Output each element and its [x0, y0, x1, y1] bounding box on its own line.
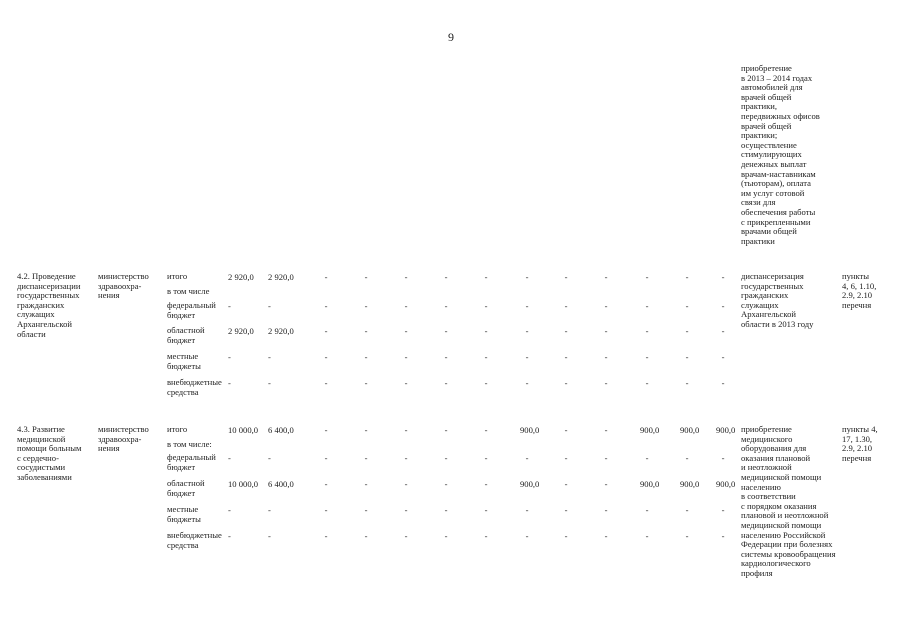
measure-executor: министерство здравоохра- нения — [98, 271, 149, 301]
funding-value: 900,0 — [716, 479, 736, 489]
funding-value: - — [721, 378, 725, 388]
funding-value: - — [685, 272, 689, 282]
funding-value: - — [228, 378, 231, 388]
funding-value: - — [364, 505, 368, 515]
funding-value: - — [721, 326, 725, 336]
funding-value: 900,0 — [640, 479, 660, 489]
funding-value: 10 000,0 — [228, 425, 259, 435]
funding-value: - — [604, 352, 608, 362]
funding-source-label: федеральный бюджет — [167, 300, 216, 320]
funding-value: - — [604, 378, 608, 388]
funding-value: - — [364, 352, 368, 362]
funding-value: - — [484, 531, 488, 541]
funding-value: - — [444, 425, 448, 435]
funding-value: - — [645, 453, 649, 463]
measure-title: 4.2. Проведение диспансеризации государственных гражданских служащих Архангельской области — [17, 271, 81, 339]
funding-source-label: внебюджетные средства — [167, 530, 222, 550]
funding-value: - — [525, 505, 529, 515]
funding-value: - — [228, 531, 231, 541]
funding-value: - — [685, 378, 689, 388]
measure-title: 4.3. Развитие медицинской помощи больным с сердечно- сосудистыми заболеваниями — [17, 424, 82, 482]
funding-value: - — [685, 505, 689, 515]
funding-value: - — [404, 479, 408, 489]
funding-value: - — [484, 505, 488, 515]
funding-value: - — [484, 378, 488, 388]
funding-value: - — [645, 378, 649, 388]
funding-value: - — [364, 531, 368, 541]
funding-value: - — [444, 505, 448, 515]
funding-value: 2 920,0 — [268, 272, 294, 282]
funding-source-label: итого — [167, 424, 188, 434]
funding-value: - — [604, 453, 608, 463]
funding-value: - — [444, 301, 448, 311]
funding-source-label: областной бюджет — [167, 325, 205, 345]
funding-value: - — [324, 272, 328, 282]
continuation-result-text: приобретение в 2013 – 2014 годах автомобилей для врачей общей практики, передвижных офисов врачей общей практики; осуществление стимулирующих денежных выплат врачам-наставникам (тьюторам), оплата им услуг сотовой связи для обеспечения работы с прикрепленными врачами общей практики — [741, 63, 820, 246]
funding-value: - — [228, 352, 231, 362]
funding-value: - — [525, 352, 529, 362]
funding-value: - — [645, 531, 649, 541]
funding-source-label: областной бюджет — [167, 478, 205, 498]
funding-value: - — [444, 531, 448, 541]
measure-links: пункты 4, 17, 1.30, 2.9, 2.10 перечня — [842, 424, 878, 463]
funding-value: - — [721, 505, 725, 515]
funding-value: - — [484, 425, 488, 435]
funding-value: 900,0 — [640, 425, 660, 435]
funding-value: - — [564, 425, 568, 435]
funding-value: - — [404, 505, 408, 515]
funding-value: - — [268, 378, 271, 388]
funding-value: - — [484, 453, 488, 463]
funding-value: - — [268, 301, 271, 311]
funding-value: 900,0 — [680, 425, 700, 435]
funding-source-label: местные бюджеты — [167, 351, 201, 371]
funding-value: - — [604, 425, 608, 435]
funding-value: - — [564, 479, 568, 489]
funding-value: - — [645, 505, 649, 515]
funding-value: - — [324, 425, 328, 435]
funding-value: - — [525, 301, 529, 311]
funding-value: - — [444, 352, 448, 362]
funding-value: - — [685, 352, 689, 362]
funding-value: - — [364, 378, 368, 388]
funding-value: - — [364, 425, 368, 435]
funding-source-label: внебюджетные средства — [167, 377, 222, 397]
funding-value: - — [564, 453, 568, 463]
measure-executor: министерство здравоохра- нения — [98, 424, 149, 454]
funding-value: - — [324, 479, 328, 489]
funding-value: - — [564, 301, 568, 311]
funding-value: - — [268, 352, 271, 362]
funding-value: - — [685, 301, 689, 311]
funding-value: - — [364, 301, 368, 311]
funding-value: - — [604, 272, 608, 282]
funding-value: - — [404, 425, 408, 435]
funding-value: - — [444, 378, 448, 388]
funding-value: - — [444, 453, 448, 463]
funding-value: - — [228, 505, 231, 515]
funding-value: - — [404, 272, 408, 282]
funding-value: - — [404, 453, 408, 463]
funding-value: - — [564, 352, 568, 362]
funding-value: - — [484, 301, 488, 311]
funding-value: - — [364, 453, 368, 463]
funding-value: - — [324, 378, 328, 388]
page-number: 9 — [448, 30, 454, 44]
funding-value: - — [721, 352, 725, 362]
funding-value: - — [525, 326, 529, 336]
funding-value: - — [484, 326, 488, 336]
funding-value: - — [404, 531, 408, 541]
funding-value: - — [444, 326, 448, 336]
measure-links: пункты 4, 6, 1.10, 2.9, 2.10 перечня — [842, 271, 877, 310]
funding-value: - — [721, 301, 725, 311]
funding-value: 2 920,0 — [268, 326, 294, 336]
funding-value: - — [324, 453, 328, 463]
funding-value: - — [685, 453, 689, 463]
funding-value: - — [525, 453, 529, 463]
funding-value: - — [564, 531, 568, 541]
funding-value: 6 400,0 — [268, 479, 294, 489]
funding-value: - — [324, 531, 328, 541]
funding-value: 2 920,0 — [228, 326, 254, 336]
funding-value: - — [564, 272, 568, 282]
funding-value: - — [685, 531, 689, 541]
funding-source-label: итого — [167, 271, 188, 281]
funding-value: - — [604, 301, 608, 311]
funding-value: - — [564, 326, 568, 336]
funding-value: - — [268, 453, 271, 463]
funding-value: - — [268, 505, 271, 515]
funding-value: - — [645, 272, 649, 282]
funding-value: - — [721, 531, 725, 541]
funding-value: 900,0 — [520, 425, 540, 435]
funding-value: - — [604, 505, 608, 515]
funding-source-label: федеральный бюджет — [167, 452, 216, 472]
funding-value: 900,0 — [680, 479, 700, 489]
funding-value: - — [604, 531, 608, 541]
funding-value: - — [228, 301, 231, 311]
funding-value: - — [268, 531, 271, 541]
funding-value: - — [324, 301, 328, 311]
funding-value: - — [604, 479, 608, 489]
funding-value: - — [645, 352, 649, 362]
funding-value: - — [364, 479, 368, 489]
measure-result: приобретение медицинского оборудования для оказания плановой и неотложной медицинской помощи населению в соответствии с порядком оказания плановой и неотложной медицинской помощи населению Российской Федерации при болезнях системы кровообращения кардиологического профиля — [741, 424, 836, 578]
funding-value: - — [564, 505, 568, 515]
funding-value: 10 000,0 — [228, 479, 259, 489]
funding-value: 2 920,0 — [228, 272, 254, 282]
funding-value: - — [444, 479, 448, 489]
funding-value: - — [364, 326, 368, 336]
funding-value: - — [404, 352, 408, 362]
funding-value: - — [525, 272, 529, 282]
funding-value: 900,0 — [520, 479, 540, 489]
funding-value: - — [685, 326, 689, 336]
funding-value: - — [604, 326, 608, 336]
funding-value: 6 400,0 — [268, 425, 294, 435]
funding-value: - — [525, 378, 529, 388]
funding-value: - — [404, 378, 408, 388]
measure-result: диспансеризация государственных гражданских служащих Архангельской области в 2013 году — [741, 271, 814, 329]
funding-source-label: местные бюджеты — [167, 504, 201, 524]
funding-value: - — [484, 272, 488, 282]
funding-value: - — [525, 531, 529, 541]
funding-value: - — [645, 301, 649, 311]
funding-value: - — [484, 479, 488, 489]
funding-value: - — [324, 352, 328, 362]
funding-value: - — [645, 326, 649, 336]
funding-value: - — [404, 326, 408, 336]
funding-value: - — [364, 272, 368, 282]
funding-value: - — [444, 272, 448, 282]
funding-source-label: в том числе: — [167, 439, 212, 449]
funding-value: - — [324, 505, 328, 515]
funding-value: - — [564, 378, 568, 388]
funding-value: - — [721, 453, 725, 463]
funding-value: - — [228, 453, 231, 463]
funding-value: - — [721, 272, 725, 282]
funding-value: - — [484, 352, 488, 362]
funding-value: 900,0 — [716, 425, 736, 435]
funding-value: - — [404, 301, 408, 311]
funding-source-label: в том числе — [167, 286, 210, 296]
funding-value: - — [324, 326, 328, 336]
